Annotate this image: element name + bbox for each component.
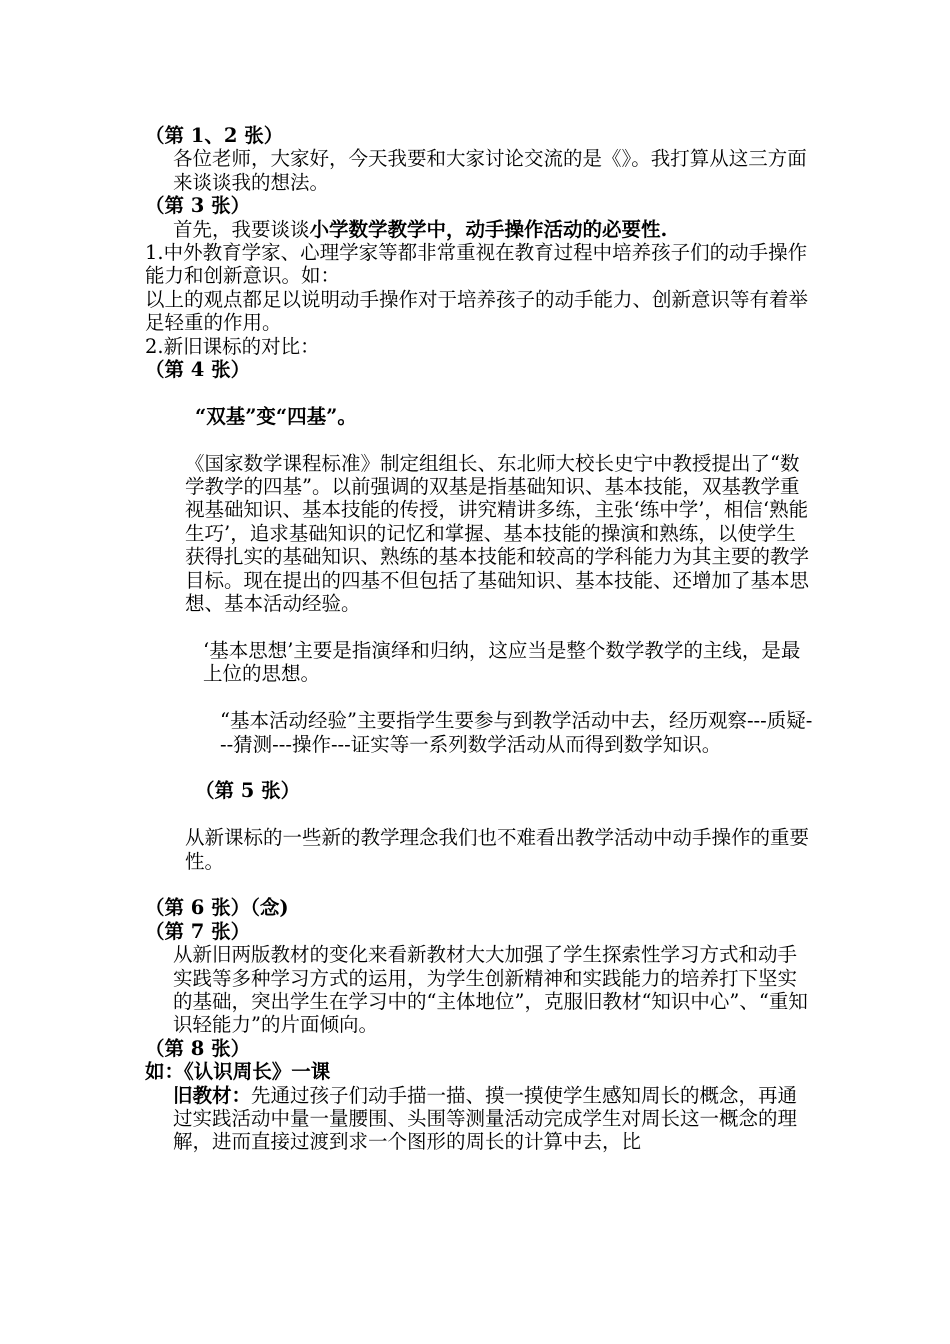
intro-text: 首先，我要谈谈 — [173, 217, 310, 241]
blank-line — [145, 686, 815, 709]
blank-line — [145, 873, 815, 896]
paragraph-point-1: 1.中外教育学家、心理学家等都非常重视在教育过程中培养孩子们的动手操作能力和创新意识。如： — [145, 241, 808, 288]
slide-heading-8: （第 8 张） — [145, 1036, 251, 1060]
intro-bold-text: 小学数学教学中，动手操作活动的必要性. — [309, 217, 668, 241]
old-textbook-label: 旧教材： — [173, 1083, 252, 1107]
paragraph-greeting: 各位老师，大家好，今天我要和大家讨论交流的是《》。我打算从这三方面来谈谈我的想法。 — [173, 147, 807, 194]
slide-heading-5: （第 5 张） — [195, 779, 301, 803]
blank-line — [145, 381, 815, 404]
blank-line — [145, 756, 815, 779]
paragraph-activity-experience: “基本活动经验”主要指学生要参与到教学活动中去，经历观察---质疑---猜测---操作---证实等一系列数学活动从而得到数学知识。 — [220, 709, 813, 756]
slide-heading-6: （第 6 张）（念) — [145, 896, 289, 920]
slide-heading-4: （第 4 张） — [145, 358, 251, 382]
paragraph-old-textbook — [145, 1084, 815, 1154]
paragraph-textbook-change: 从新旧两版教材的变化来看新教材大大加强了学生探索性学习方式和动手实践等多种学习方式的运用，为学生创新精神和实践能力的培养打下坚实的基础，突出学生在学习中的“主体地位”，克服旧教材“知识中心”、“重知识轻能力”的片面倾向。 — [173, 943, 808, 1037]
slide-heading-3: （第 3 张） — [145, 194, 251, 218]
paragraph-basic-idea: ‘基本思想’主要是指演绎和归纳，这应当是整个数学教学的主线，是最上位的思想。 — [203, 638, 801, 686]
paragraph-new-standard: 从新课标的一些新的教学理念我们也不难看出教学活动中动手操作的重要性。 — [185, 826, 810, 873]
paragraph-intro — [145, 218, 815, 241]
blank-line — [145, 616, 815, 639]
slide-heading-1-2: （第 1、2 张） — [145, 124, 284, 147]
blank-line — [145, 803, 815, 826]
blank-line — [145, 428, 815, 451]
example-title: 如：《认识周长》一课 — [145, 1060, 331, 1084]
paragraph-point-2: 2.新旧课标的对比： — [145, 334, 320, 358]
old-textbook-text: 先通过孩子们动手描一描、摸一摸使学生感知周长的概念，再通过实践活动中量一量腰围、头围等测量活动完成学生对周长这一概念的理解，进而直接过渡到求一个图形的周长的计算中去，比 — [173, 1083, 798, 1154]
paragraph-curriculum-standard: 《国家数学课程标准》制定组组长、东北师大校长史宁中教授提出了“数学教学的四基”。以前强调的双基是指基础知识、基本技能，双基教学重视基础知识、基本技能的传授，讲究精讲多练，主张‘练中学’，相信‘熟能生巧’，追求基础知识的记忆和掌握、基本技能的操演和熟练，以使学生获得扎实的基础知识、熟练的基本技能和较高的学科能力为其主要的教学目标。现在提出的四基不但包括了基础知识、基本技能、还增加了基本思想、基本活动经验。 — [185, 451, 810, 616]
slide-heading-7: （第 7 张） — [145, 919, 251, 943]
section-title-four-basics: “双基”变“四基”。 — [195, 404, 357, 428]
paragraph-conclusion: 以上的观点都足以说明动手操作对于培养孩子的动手能力、创新意识等有着举足轻重的作用。 — [145, 287, 809, 335]
document-page — [145, 124, 815, 1154]
